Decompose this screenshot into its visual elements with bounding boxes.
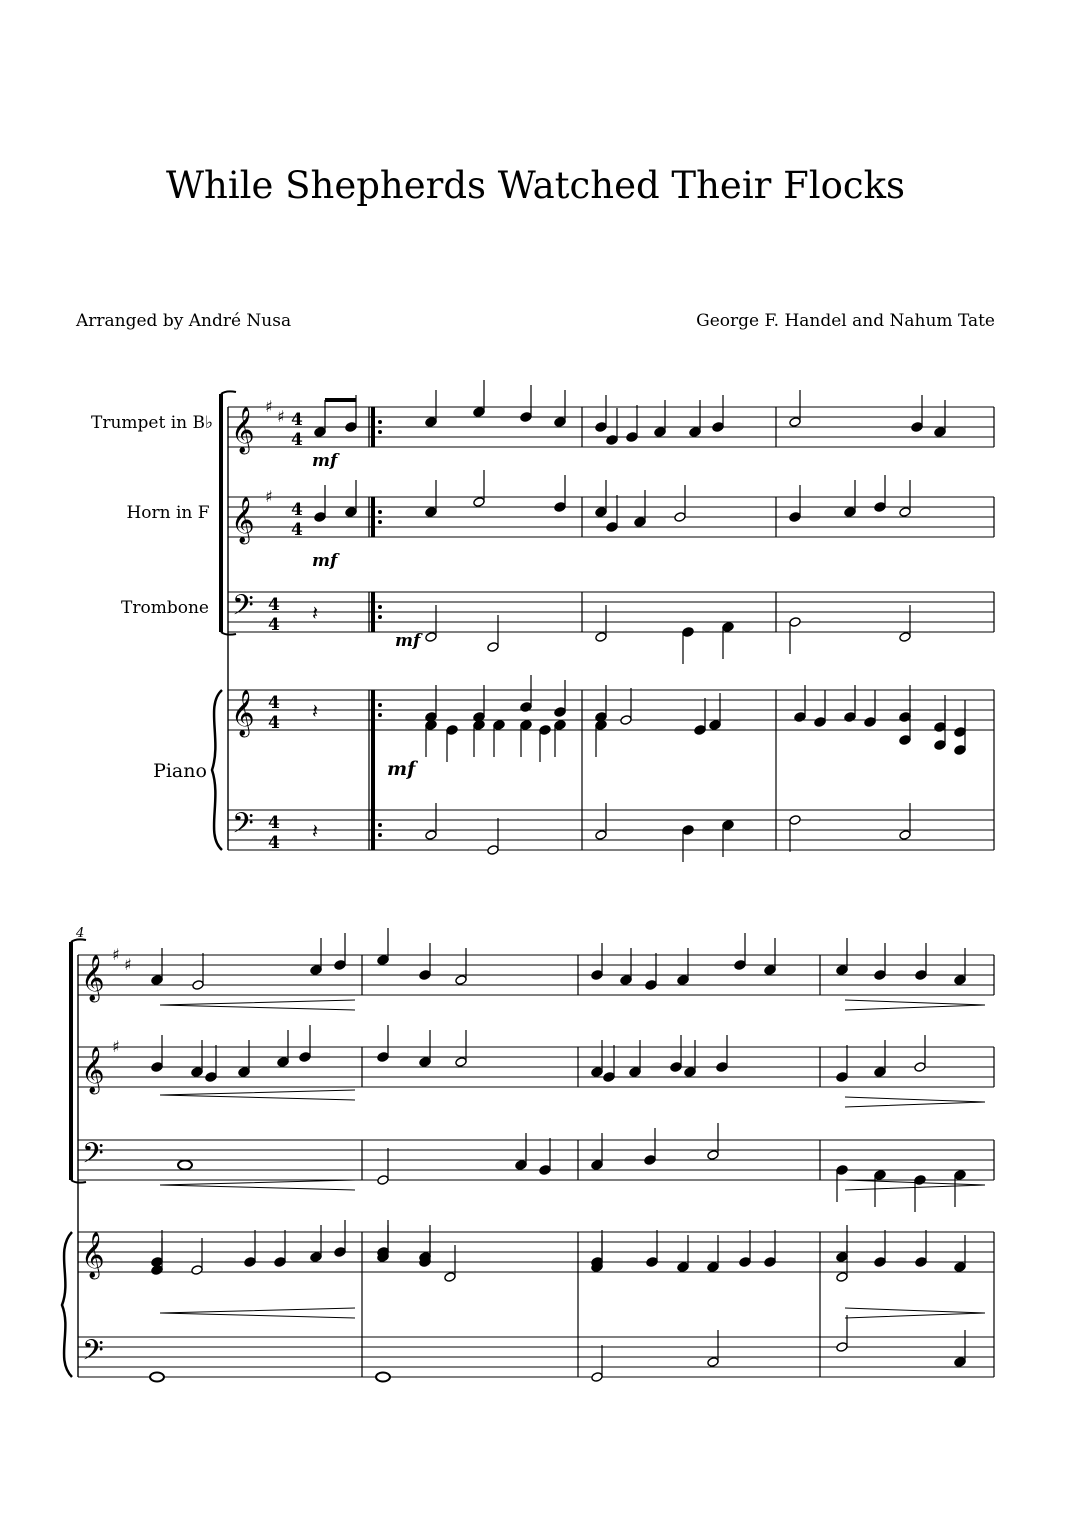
notehead [151, 1265, 163, 1276]
notehead [899, 735, 911, 746]
notehead [595, 422, 607, 433]
notehead [606, 435, 618, 446]
notehead [425, 720, 437, 731]
measure-number: 4 [76, 926, 85, 941]
whole-note [150, 1373, 164, 1382]
repeat-dot [378, 430, 382, 434]
quarter-rest-icon: 𝄽 [312, 819, 319, 843]
notehead [487, 845, 499, 856]
notehead [444, 1272, 456, 1283]
notehead [684, 1067, 696, 1078]
barlines [62, 391, 994, 1377]
notehead [814, 717, 826, 728]
notehead [591, 1067, 603, 1078]
notehead [425, 417, 437, 428]
notehead [334, 960, 346, 971]
notehead [419, 1057, 431, 1068]
notehead [473, 407, 485, 418]
instrument-label-piano: Piano [153, 760, 207, 782]
notehead [694, 725, 706, 736]
notehead [493, 720, 505, 731]
notehead [634, 517, 646, 528]
notehead [299, 1052, 311, 1063]
notehead [707, 1150, 719, 1161]
notehead [899, 507, 911, 518]
piano-brace [212, 690, 222, 850]
notehead [899, 712, 911, 723]
notehead [515, 1160, 527, 1171]
notehead [836, 1272, 848, 1283]
sharp-icon: ♯ [265, 487, 273, 506]
notehead [934, 722, 946, 733]
notehead [377, 1052, 389, 1063]
sharp-icon: ♯ [112, 1037, 120, 1056]
notehead [709, 720, 721, 731]
notehead [244, 1257, 256, 1268]
notehead [554, 417, 566, 428]
notehead [603, 1072, 615, 1083]
notehead [789, 617, 801, 628]
notehead [345, 507, 357, 518]
notehead [595, 720, 607, 731]
notehead [455, 1057, 467, 1068]
notehead [789, 815, 801, 826]
time-signature: 4 [268, 713, 280, 733]
notehead [934, 740, 946, 751]
notehead [911, 422, 923, 433]
page-title: While Shepherds Watched Their Flocks [165, 164, 906, 207]
notehead [151, 975, 163, 986]
notehead [836, 1252, 848, 1263]
notehead [899, 830, 911, 841]
notehead [425, 507, 437, 518]
crescendo-hairpin [160, 1180, 355, 1190]
notehead [314, 427, 326, 438]
notehead [377, 1175, 389, 1186]
time-signature: 4 [268, 813, 280, 833]
dynamic-trumpet: mf [312, 451, 338, 471]
treble-clef-icon: 𝄞 [231, 690, 255, 736]
repeat-dot [378, 510, 382, 514]
sharp-icon: ♯ [277, 407, 285, 426]
notehead [645, 980, 657, 991]
notehead [345, 422, 357, 433]
notehead [874, 502, 886, 513]
bass-clef-icon: 𝄢 [232, 589, 254, 629]
time-signature: 4 [291, 500, 303, 520]
notehead [954, 975, 966, 986]
notehead [722, 820, 734, 831]
notehead [205, 1072, 217, 1083]
notehead [764, 965, 776, 976]
sharp-icon: ♯ [124, 955, 132, 974]
notehead [915, 970, 927, 981]
diminuendo-hairpin [845, 1097, 985, 1107]
notehead [455, 975, 467, 986]
bracket-top [221, 391, 236, 394]
notehead [314, 512, 326, 523]
notehead [682, 627, 694, 638]
notehead [473, 497, 485, 508]
notehead [789, 417, 801, 428]
quarter-rest-icon: 𝄽 [312, 699, 319, 723]
notehead [654, 427, 666, 438]
notehead [539, 1165, 551, 1176]
notehead [591, 1372, 603, 1383]
notehead [954, 1170, 966, 1181]
notehead [520, 412, 532, 423]
notehead [874, 1067, 886, 1078]
notehead [764, 1257, 776, 1268]
treble-clef-icon: 𝄞 [81, 1232, 105, 1278]
notehead [689, 427, 701, 438]
sharp-icon: ♯ [265, 397, 273, 416]
notehead [554, 707, 566, 718]
instrument-label-trumpet: Trumpet in B♭ [90, 413, 214, 433]
notehead [707, 1262, 719, 1273]
notehead [191, 1067, 203, 1078]
notehead [425, 632, 437, 643]
notehead [310, 1252, 322, 1263]
time-signature: 4 [268, 615, 280, 635]
notehead [722, 622, 734, 633]
notehead [874, 970, 886, 981]
notehead [739, 1257, 751, 1268]
composer-credit: George F. Handel and Nahum Tate [696, 311, 995, 331]
repeat-dot [378, 520, 382, 524]
notehead [554, 720, 566, 731]
notehead [954, 727, 966, 738]
notehead [520, 702, 532, 713]
notehead [591, 970, 603, 981]
diminuendo-hairpin [845, 1308, 985, 1318]
notehead [310, 965, 322, 976]
notehead [899, 632, 911, 643]
staff-lines [78, 407, 994, 1377]
bass-clef-icon: 𝄢 [82, 1334, 104, 1374]
notehead [591, 1160, 603, 1171]
whole-note [376, 1373, 390, 1382]
notehead [238, 1067, 250, 1078]
time-signature: 4 [268, 595, 280, 615]
notehead [419, 970, 431, 981]
notehead [954, 1262, 966, 1273]
notehead [151, 1062, 163, 1073]
notehead [836, 1342, 848, 1353]
notehead [670, 1062, 682, 1073]
dynamic-trombone: mf [395, 631, 421, 651]
notehead [473, 720, 485, 731]
notehead [712, 422, 724, 433]
notehead [836, 1072, 848, 1083]
notehead [954, 745, 966, 756]
notehead [487, 642, 499, 653]
notehead [334, 1247, 346, 1258]
notehead [595, 830, 607, 841]
repeat-dot [378, 713, 382, 717]
notehead [629, 1067, 641, 1078]
repeat-dot [378, 823, 382, 827]
time-signature: 4 [291, 410, 303, 430]
notehead [277, 1057, 289, 1068]
notehead [844, 712, 856, 723]
notehead [539, 725, 551, 736]
treble-clef-icon: 𝄞 [81, 955, 105, 1001]
notehead [954, 1357, 966, 1368]
notehead [836, 1165, 848, 1176]
piano-brace [62, 1232, 72, 1377]
notehead [620, 715, 632, 726]
diminuendo-hairpin [845, 1000, 985, 1010]
time-signature: 4 [268, 693, 280, 713]
notehead [677, 975, 689, 986]
notehead [915, 1257, 927, 1268]
notehead [677, 1262, 689, 1273]
repeat-dot [378, 605, 382, 609]
notehead [274, 1257, 286, 1268]
sharp-icon: ♯ [112, 945, 120, 964]
bass-clef-icon: 𝄢 [232, 807, 254, 847]
notehead [674, 512, 686, 523]
quarter-rest-icon: 𝄽 [312, 601, 319, 625]
notehead [646, 1257, 658, 1268]
dynamic-piano: mf [387, 758, 416, 780]
repeat-dot [378, 615, 382, 619]
notehead [716, 1062, 728, 1073]
notehead [192, 980, 204, 991]
notehead [844, 507, 856, 518]
notehead [864, 717, 876, 728]
whole-note [178, 1161, 192, 1170]
crescendo-hairpin [160, 1090, 355, 1100]
repeat-dot [378, 420, 382, 424]
repeat-dot [378, 703, 382, 707]
notehead [377, 955, 389, 966]
notehead [191, 1265, 203, 1276]
treble-clef-icon: 𝄞 [81, 1047, 105, 1093]
notehead [836, 965, 848, 976]
notehead [595, 507, 607, 518]
notehead [734, 960, 746, 971]
time-signature: 4 [268, 833, 280, 853]
notehead [606, 522, 618, 533]
notehead [644, 1155, 656, 1166]
notehead [874, 1257, 886, 1268]
notehead [789, 512, 801, 523]
instrument-label-horn: Horn in F [126, 503, 210, 523]
instrument-label-trombone: Trombone [121, 598, 209, 618]
notehead [874, 1170, 886, 1181]
notehead [620, 975, 632, 986]
notehead [934, 427, 946, 438]
notehead [914, 1175, 926, 1186]
notehead [707, 1357, 719, 1368]
arranger-credit: Arranged by André Nusa [76, 311, 292, 331]
notehead [425, 830, 437, 841]
notehead [914, 1062, 926, 1073]
repeat-dot [378, 833, 382, 837]
crescendo-hairpin [160, 1000, 355, 1010]
notehead [520, 720, 532, 731]
notehead [595, 632, 607, 643]
notehead [626, 432, 638, 443]
time-signature: 4 [291, 430, 303, 450]
bass-clef-icon: 𝄢 [82, 1137, 104, 1177]
crescendo-hairpin [160, 1308, 355, 1318]
dynamic-horn: mf [312, 551, 338, 571]
notehead [682, 825, 694, 836]
notehead [794, 712, 806, 723]
treble-clef-icon: 𝄞 [231, 407, 255, 453]
notehead [554, 502, 566, 513]
notehead [446, 725, 458, 736]
time-signature: 4 [291, 520, 303, 540]
treble-clef-icon: 𝄞 [231, 497, 255, 543]
